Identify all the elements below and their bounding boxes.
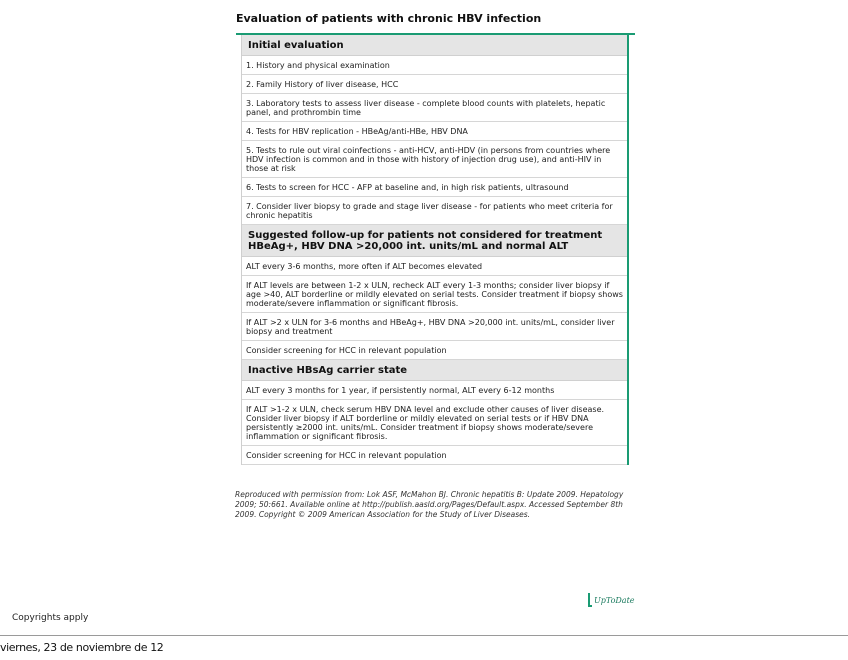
- evaluation-table: [236, 33, 635, 465]
- table-row: 2. Family History of liver disease, HCC: [242, 75, 627, 94]
- table-row: 7. Consider liver biopsy to grade and stage liver disease - for patients who meet criteria for chronic hepatitis: [242, 197, 627, 225]
- section-heading-initial-evaluation: Initial evaluation: [242, 35, 627, 56]
- copyright-notice: Copyrights apply: [12, 613, 89, 623]
- table-row: 6. Tests to screen for HCC - AFP at baseline and, in high risk patients, ultrasound: [242, 178, 627, 197]
- table-row: Consider screening for HCC in relevant population: [242, 446, 627, 465]
- uptodate-logo: [588, 592, 635, 608]
- table-row: 1. History and physical examination: [242, 56, 627, 75]
- table-row: Consider screening for HCC in relevant population: [242, 341, 627, 360]
- uptodate-logo-text: UpToDate: [594, 595, 635, 605]
- reference-citation: Reproduced with permission from: Lok ASF, McMahon BJ. Chronic hepatitis B: Update 2009. Hepatology 2009; 50:661. Available online at http://publish.aasld.org/Pages/Default.aspx. Accessed September 8th 2009. Copyright © 2009 American Association for the Study of Liver Diseases.: [235, 490, 624, 519]
- table-row: If ALT >2 x ULN for 3-6 months and HBeAg+, HBV DNA >20,000 int. units/mL, consider liver biopsy and treatment: [242, 313, 627, 341]
- table-row: ALT every 3 months for 1 year, if persistently normal, ALT every 6-12 months: [242, 381, 627, 400]
- section-heading-suggested-follow-up: Suggested follow-up for patients not considered for treatment HBeAg+, HBV DNA >20,000 int. units/mL and normal ALT: [242, 225, 627, 257]
- section-heading-inactive-carrier: Inactive HBsAg carrier state: [242, 360, 627, 381]
- table-row: 3. Laboratory tests to assess liver disease - complete blood counts with platelets, hepatic panel, and prothrombin time: [242, 94, 627, 122]
- table-row: If ALT >1-2 x ULN, check serum HBV DNA level and exclude other causes of liver disease. Consider liver biopsy if ALT borderline or mildly elevated on serial tests or if HBV DNA persistently ≥2000 int. units/mL. Consider treatment if biopsy shows moderate/severe inflammation or significant fibrosis.: [242, 400, 627, 446]
- table-title: Evaluation of patients with chronic HBV infection: [236, 12, 542, 25]
- table-row: 4. Tests for HBV replication - HBeAg/anti-HBe, HBV DNA: [242, 122, 627, 141]
- table-row: If ALT levels are between 1-2 x ULN, recheck ALT every 1-3 months; consider liver biopsy if age >40, ALT borderline or mildly elevated on serial tests. Consider treatment if biopsy shows moderate/severe inflammation or significant fibrosis.: [242, 276, 627, 313]
- table-row: 5. Tests to rule out viral coinfections - anti-HCV, anti-HDV (in persons from countries where HDV infection is common and in those with history of injection drug use), and anti-HIV in those at risk: [242, 141, 627, 178]
- footer-date: viernes, 23 de noviembre de 12: [0, 641, 164, 654]
- table-row: ALT every 3-6 months, more often if ALT becomes elevated: [242, 257, 627, 276]
- uptodate-logo-icon: [588, 593, 592, 607]
